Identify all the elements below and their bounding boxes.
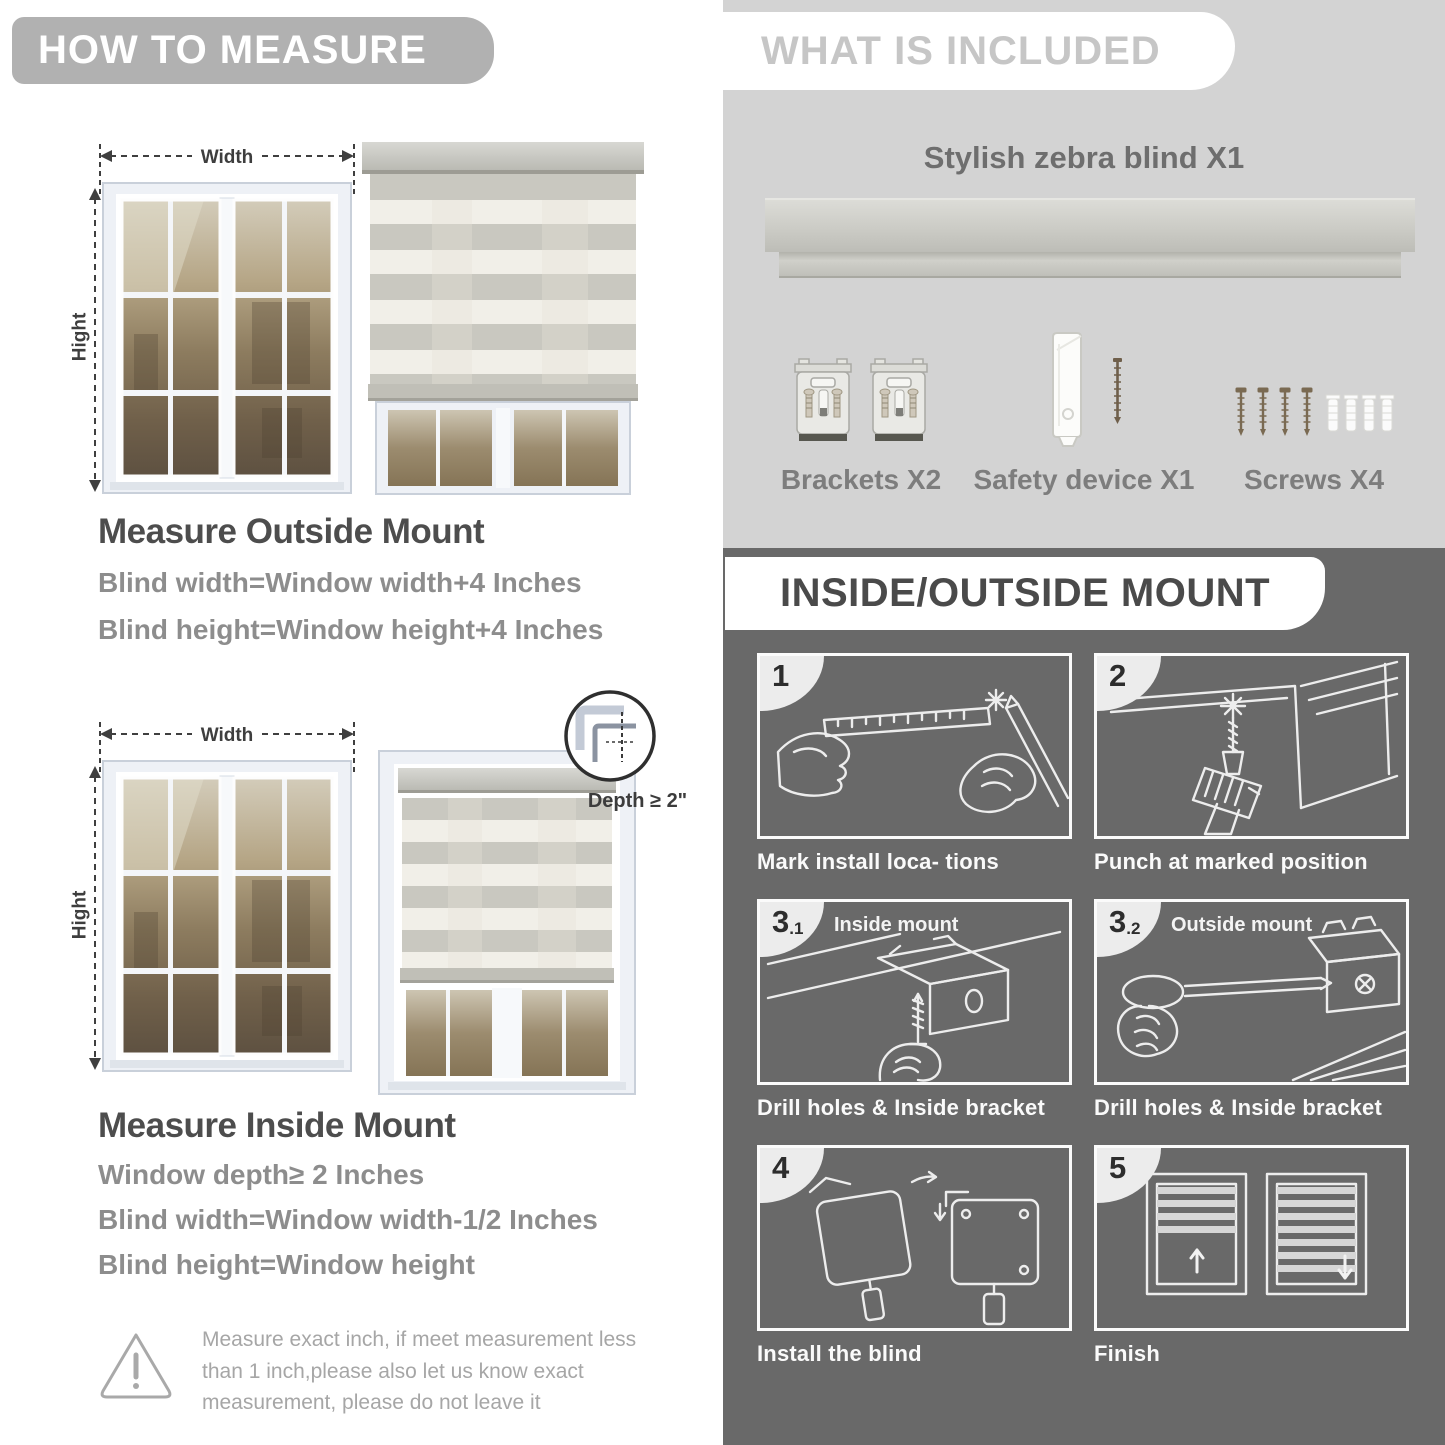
height-arrow-label: Hight [69,312,91,362]
width-arrow-label: Width [200,725,254,746]
step-caption: Finish [1094,1341,1160,1366]
safety-device-item [969,330,1199,496]
window-measure-figure [70,130,362,502]
step-3-1-panel [757,899,1072,1085]
step-1-panel [757,653,1072,839]
step-number-badge: 5 [1097,1148,1161,1203]
outside-mount-rule-height: Blind height=Window height+4 Inches [98,614,604,645]
depth-requirement-label: Depth ≥ 2" [587,790,688,812]
step-5 [1094,1145,1409,1367]
safety-device-icon [1041,330,1095,448]
how-to-measure-title: HOW TO MEASURE [38,28,427,72]
screws-label: Screws X4 [1243,464,1385,495]
inside-mount-title: Measure Inside Mount [98,1106,456,1145]
inside-mount-rule-height: Blind height=Window height [98,1249,475,1280]
how-to-measure-header [12,17,494,84]
screws-item [1199,330,1429,496]
inside-mount-figures [69,712,688,1104]
step-number-badge: 2 [1097,656,1161,711]
window-measure-figure-2 [70,708,362,1080]
inside-mount-text [98,1106,598,1281]
window-photo [102,760,352,1072]
step-4-panel [757,1145,1072,1331]
exclamation-triangle-icon [96,1328,176,1402]
step-number-badge: 1 [760,656,824,711]
step-number-badge: 3 .1 [760,902,824,957]
what-is-included-title: WHAT IS INCLUDED [761,28,1161,73]
screw-icon [1109,356,1127,434]
what-is-included-section [723,0,1445,548]
step-3-1 [757,899,1072,1121]
mount-type-label: Outside mount [1171,914,1313,936]
step-2 [1094,653,1409,875]
installation-steps-grid [757,653,1411,1391]
brackets-photo [792,330,930,448]
outside-mount-text [98,512,603,646]
inside-outside-mount-title: INSIDE/OUTSIDE MOUNT [780,571,1271,615]
safety-device-label: Safety device X1 [973,464,1195,495]
measure-warning-text: Measure exact inch, if meet measurement less than 1 inch,please also let us know exact measurement, please do not leave it [202,1328,637,1414]
window-photo [102,182,352,494]
headrail-lip [779,252,1401,278]
step-caption: Punch at marked position [1094,849,1368,874]
brackets-label: Brackets X2 [780,464,942,495]
width-arrow-label: Width [200,147,254,168]
step-3-2 [1094,899,1409,1121]
bracket-icon [792,356,854,448]
magnifier-icon [562,688,658,784]
step-5-panel [1094,1145,1409,1331]
inside-mount-rule-depth: Window depth≥ 2 Inches [98,1159,425,1190]
step-caption: Install the blind [757,1341,922,1366]
outside-mount-figures [70,130,660,508]
screws-and-anchors-icon [1229,384,1399,448]
height-arrow-label: Hight [69,890,91,940]
mount-type-label: Inside mount [834,914,959,936]
measure-warning [96,1320,648,1419]
step-caption: Drill holes & Inside bracket [757,1095,1046,1120]
screws-photo [1229,330,1399,448]
bracket-icon [868,356,930,448]
product-label: Stylish zebra blind X1 [923,140,1245,175]
inside-outside-mount-section [723,548,1445,1445]
brackets-item [753,330,969,496]
outside-mount-rule-width: Blind width=Window width+4 Inches [98,567,582,598]
what-is-included-header [723,12,1235,90]
step-caption: Mark install loca- tions [757,849,999,874]
step-number-badge: 3 .2 [1097,902,1161,957]
outside-mount-title: Measure Outside Mount [98,512,485,551]
step-caption: Drill holes & Inside bracket [1094,1095,1383,1120]
step-3-2-panel [1094,899,1409,1085]
zebra-blind-outside-photo [362,136,644,498]
inside-outside-mount-header [725,557,1325,630]
inside-mount-rule-width: Blind width=Window width-1/2 Inches [98,1204,598,1235]
step-2-panel [1094,653,1409,839]
step-number-badge: 4 [760,1148,824,1203]
step-4 [757,1145,1072,1367]
step-1 [757,653,1072,875]
hardware-row [753,330,1429,496]
safety-device-photo [1041,330,1127,448]
headrail-photo [765,198,1415,278]
headrail-cassette [765,198,1415,252]
